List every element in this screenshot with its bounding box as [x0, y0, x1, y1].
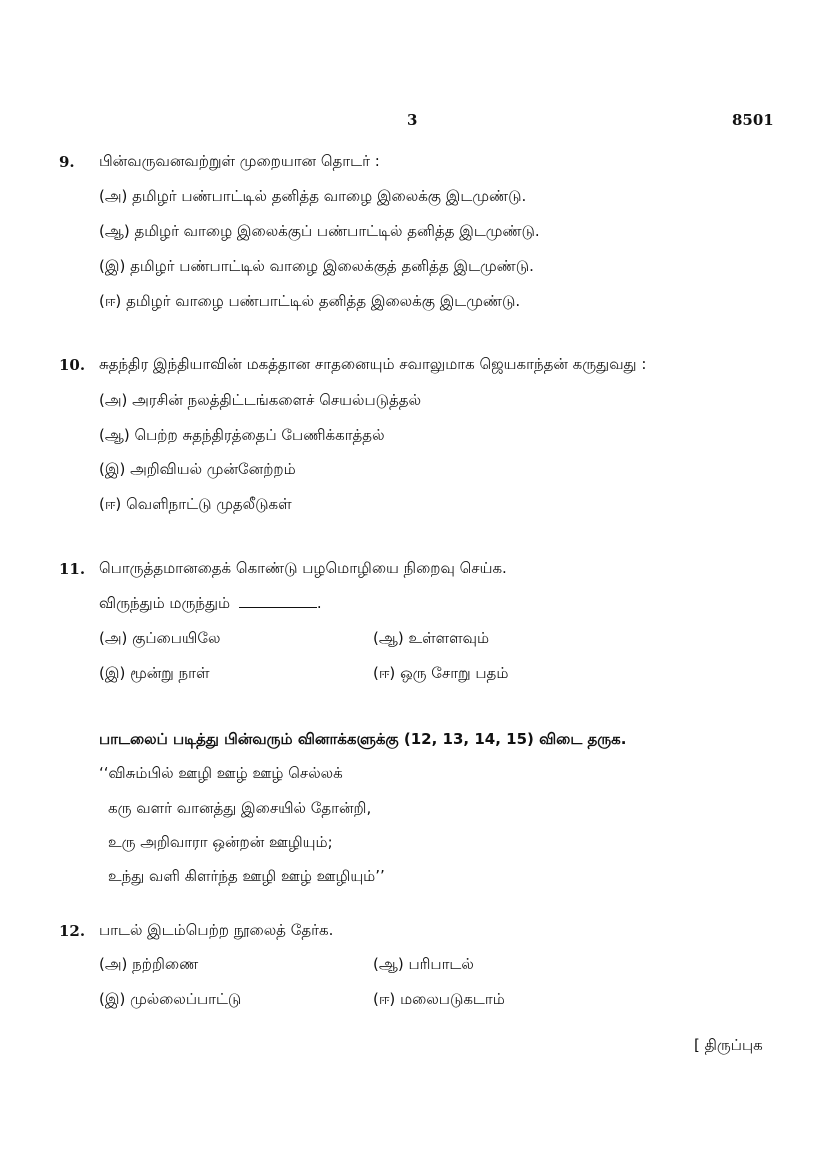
question-number: 11.: [59, 560, 86, 578]
option-label: (ஆ): [99, 426, 130, 444]
option-label: (இ): [99, 257, 126, 275]
option-text: வெளிநாட்டு முதலீடுகள்: [126, 495, 292, 513]
question-stem: பாடல் இடம்பெற்ற நூலைத் தேர்க.: [99, 921, 334, 939]
option-text: குப்பையிலே: [132, 629, 221, 647]
option-text: தமிழர் வாழை இலைக்குப் பண்பாட்டில் தனித்த இடமுண்டு.: [134, 222, 540, 240]
option-text: முல்லைப்பாட்டு: [130, 990, 242, 1008]
option: [99, 955, 198, 975]
proverb-text: விருந்தும் மருந்தும்: [99, 594, 231, 612]
option-label: (ஆ): [373, 955, 404, 973]
option-text: தமிழர் வாழை பண்பாட்டில் தனித்த இலைக்கு இடமுண்டு.: [126, 292, 521, 310]
option: [99, 629, 220, 649]
option-text: பெற்ற சுதந்திரத்தைப் பேணிக்காத்தல்: [134, 426, 385, 444]
option-text: தமிழர் பண்பாட்டில் தனித்த வாழை இலைக்கு இடமுண்டு.: [132, 187, 527, 205]
question-stem: சுதந்திர இந்தியாவின் மகத்தான சாதனையும் சவாலுமாக ஜெயகாந்தன் கருதுவது :: [99, 355, 647, 373]
option-text: மூன்று நாள்: [130, 664, 210, 682]
option: [99, 426, 385, 446]
poem-instruction: பாடலைப் படித்து பின்வரும் வினாக்களுக்கு (12, 13, 14, 15) விடை தருக.: [99, 730, 627, 748]
option-label: (இ): [99, 664, 126, 682]
option-label: (ஈ): [373, 664, 396, 682]
option-text: உள்ளளவும்: [408, 629, 490, 647]
option-text: அறிவியல் முன்னேற்றம்: [130, 460, 296, 478]
option: [99, 460, 296, 480]
question-number: 12.: [59, 922, 86, 940]
option: [373, 664, 508, 684]
option-label: (இ): [99, 460, 126, 478]
poem-line: கரு வளர் வானத்து இசையில் தோன்றி,: [108, 799, 372, 817]
option-text: நற்றிணை: [132, 955, 199, 973]
option-text: அரசின் நலத்திட்டங்களைச் செயல்படுத்தல்: [132, 391, 422, 409]
question-number: 9.: [59, 153, 75, 171]
option: [99, 664, 210, 684]
option-label: (அ): [99, 391, 128, 409]
option-text: மலைபடுகடாம்: [400, 990, 505, 1008]
question-stem: பின்வருவனவற்றுள் முறையான தொடர் :: [99, 152, 380, 170]
question-number: 10.: [59, 356, 86, 374]
option: [99, 391, 421, 411]
option-text: ஒரு சோறு பதம்: [400, 664, 509, 682]
option: [99, 187, 526, 207]
option-text: தமிழர் பண்பாட்டில் வாழை இலைக்குத் தனித்த இடமுண்டு.: [130, 257, 534, 275]
poem-line: உரு அறிவாரா ஒன்றன் ஊழியும்;: [108, 833, 333, 851]
proverb-line: [99, 594, 322, 614]
poem-line: உந்து வளி கிளர்ந்த ஊழி ஊழ் ஊழியும்’’: [108, 867, 385, 885]
option: [373, 955, 474, 975]
option: [99, 257, 534, 277]
option-label: (ஈ): [99, 495, 122, 513]
proverb-end: .: [316, 594, 322, 612]
option-label: (ஈ): [99, 292, 122, 310]
poem-line: ‘‘விசும்பில் ஊழி ஊழ் ஊழ் செல்லக்: [99, 764, 343, 782]
option-label: (அ): [99, 955, 128, 973]
option-label: (ஈ): [373, 990, 396, 1008]
option: [373, 629, 489, 649]
option-label: (ஆ): [373, 629, 404, 647]
option: [99, 495, 292, 515]
option-label: (ஆ): [99, 222, 130, 240]
option: [99, 990, 241, 1010]
paper-code: 8501: [732, 111, 774, 129]
option: [99, 292, 520, 312]
page-number: 3: [407, 111, 418, 129]
question-stem: பொருத்தமானதைக் கொண்டு பழமொழியை நிறைவு செய்க.: [99, 559, 507, 577]
option: [373, 990, 505, 1010]
fill-blank: [239, 595, 317, 608]
option-label: (அ): [99, 629, 128, 647]
option-label: (இ): [99, 990, 126, 1008]
option: [99, 222, 540, 242]
option-text: பரிபாடல்: [408, 955, 474, 973]
option-label: (அ): [99, 187, 128, 205]
turn-over-note: [ திருப்புக: [694, 1036, 763, 1054]
